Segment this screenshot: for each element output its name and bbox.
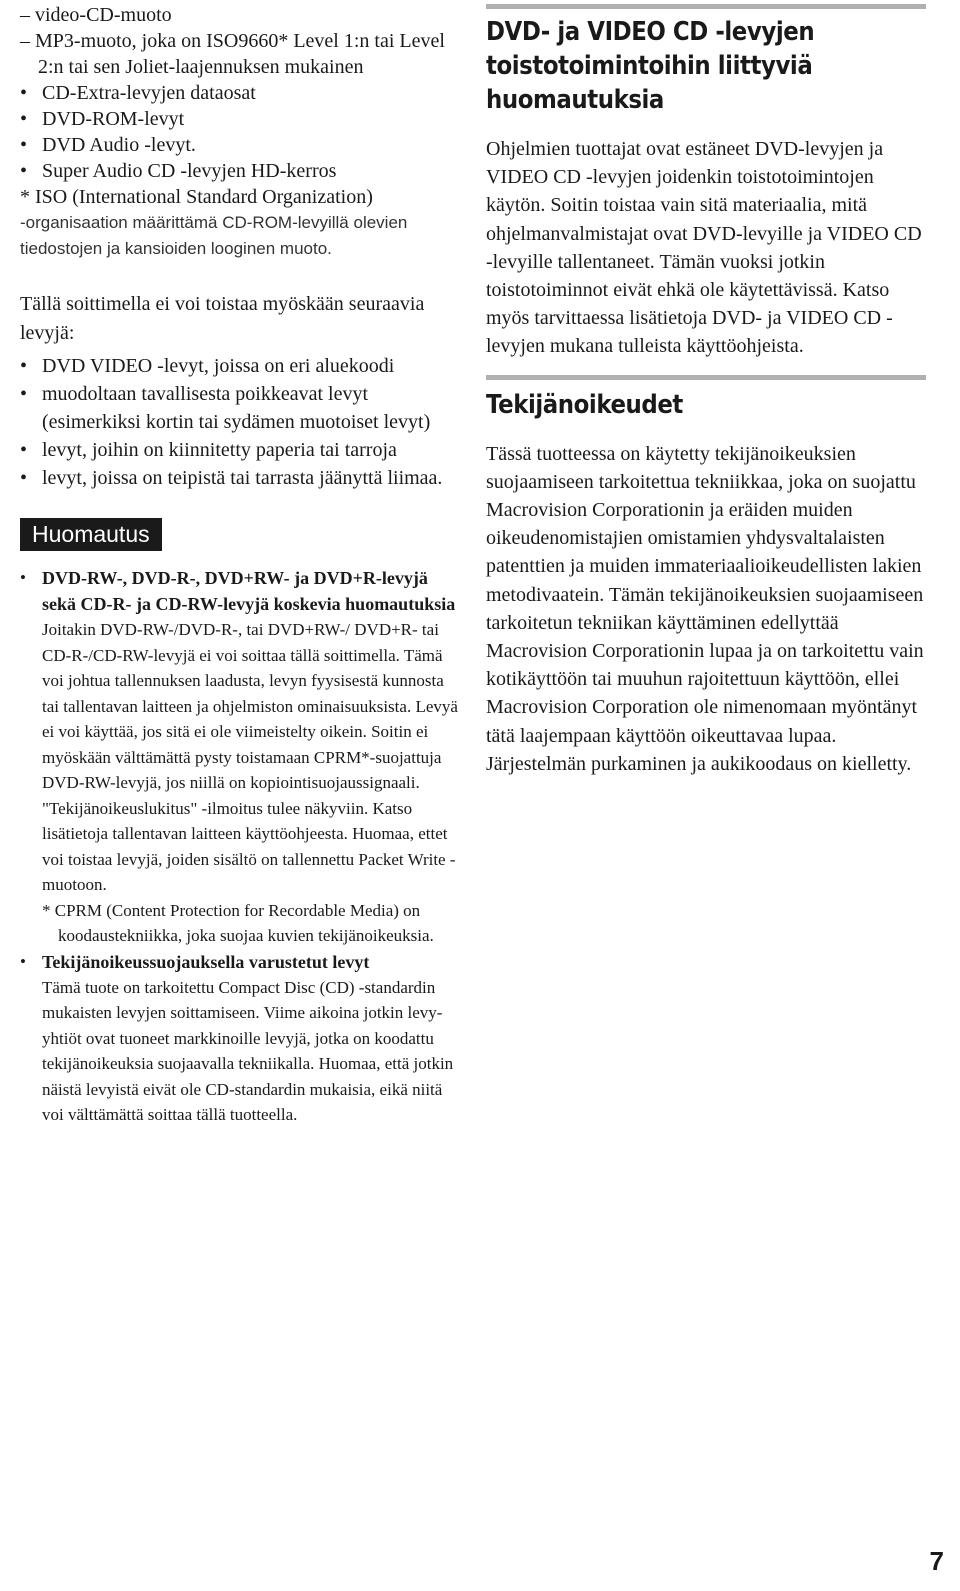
section-body: Tässä tuotteessa on käytetty tekijänoikeuksien suojaamiseen tarkoitettua tekniikkaa, joka on suojattu Macrovision Corporationin ja eräiden muiden oikeudenomistajien omistamien yhdysvaltalaisten patenttien ja muiden immateriaalioikeudellisten lakien metodivaatein. Tämän tekijänoikeuksien suojaamiseen tarkoitetun tekniikan käyttäminen edellyttää Macrovision Corporationin lupaa ja on tarkoitettu vain kotikäyttöön tai muuhun rajoitettuun käyttöön, ellei Macrovision Corporation ole nimenomaan myöntänyt tätä laajempaan käyttöön oikeuttavaa lupaa. Järjestelmän purkaminen ja aukikoodaus on kielletty. bbox=[486, 442, 924, 775]
section-divider bbox=[486, 375, 926, 380]
list-item: • muodoltaan tavallisesta poikkeavat levyt (esimerkiksi kortin tai sydämen muotoiset levyt) bbox=[20, 380, 460, 436]
note-title: • DVD-RW-, DVD-R-, DVD+RW- ja DVD+R-levyjä sekä CD-R- ja CD-RW-levyjä koskevia huomautuksia bbox=[42, 568, 456, 614]
footnote-iso-continuation: -organisaation määrittämä CD-ROM-levyillä olevien tiedostojen ja kansioiden looginen muoto. bbox=[20, 213, 408, 258]
left-column bbox=[20, 0, 460, 1128]
list-item: • CD-Extra-levyjen dataosat bbox=[20, 80, 460, 106]
supported-formats-list bbox=[20, 0, 460, 210]
cannot-play-intro: Tällä soittimella ei voi toistaa myöskään seuraavia levyjä: bbox=[20, 293, 425, 344]
note-body: Joitakin DVD-RW-/DVD-R-, tai DVD+RW-/ DVD+R- tai CD-R-/CD-RW-levyjä ei voi soittaa tällä soittimella. Tämä voi johtua tallennuksen laadusta, levyn fyysisestä kunnosta tai tallentavan laitteen ja ohjelmiston ominaisuuksista. Levyä ei voi käyttää, jos sitä ei ole viimeistelty oikein. Soitin ei myöskään välttämättä pysty toistamaan CPRM*-suojattuja DVD-RW-levyjä, jos niillä on kopiointisuojaussignaali. "Tekijänoikeuslukitus" -ilmoitus tulee näkyviin. Katso lisätietoja tallentavan laitteen käyttöohjeesta. Huomaa, ettet voi toistaa levyjä, joiden sisältö on tallennettu Packet Write -muotoon. bbox=[42, 620, 458, 894]
page-number: 7 bbox=[929, 1546, 944, 1576]
note-body: Tämä tuote on tarkoitettu Compact Disc (CD) -standardin mukaisten levyjen soittamiseen. Viime aikoina jotkin levy-yhtiöt ovat tuoneet markkinoille levyjä, jotka on koodattu tekijänoikeuksia suojaavalla tekniikalla. Huomaa, että jotkin näistä levyistä eivät ole CD-standardin mukaisia, eikä niitä voi välttämättä soittaa tällä tuotteella. bbox=[42, 977, 454, 1124]
list-item: • Super Audio CD -levyjen HD-kerros bbox=[20, 158, 460, 184]
list-item: – video-CD-muoto bbox=[20, 4, 172, 26]
footnote-cprm: * CPRM (Content Protection for Recordable Media) on koodaustekniikka, joka suojaa kuvien tekijänoikeuksia. bbox=[42, 900, 434, 945]
notes-list bbox=[20, 565, 460, 1128]
list-item: • DVD VIDEO -levyt, joissa on eri aluekoodi bbox=[20, 352, 460, 380]
note-heading: Huomautus bbox=[20, 518, 162, 551]
note-title: • Tekijänoikeussuojauksella varustetut levyt bbox=[42, 951, 370, 972]
list-item: • DVD Audio -levyt. bbox=[20, 132, 460, 158]
list-item: • levyt, joihin on kiinnitetty paperia tai tarroja bbox=[20, 436, 460, 464]
list-item: • DVD-ROM-levyt bbox=[20, 106, 460, 132]
cannot-play-list bbox=[20, 352, 460, 492]
footnote-iso: * ISO (International Standard Organization) bbox=[20, 186, 373, 208]
note-item bbox=[20, 565, 460, 949]
note-item bbox=[20, 949, 460, 1128]
list-item: – MP3-muoto, joka on ISO9660* Level 1:n tai Level 2:n tai sen Joliet-laajennuksen mukainen bbox=[20, 30, 445, 78]
section-body: Ohjelmien tuottajat ovat estäneet DVD-levyjen ja VIDEO CD -levyjen joidenkin toistotoimintojen käytön. Soitin toistaa vain sitä materiaalia, mitä ohjelmanvalmistajat ovat DVD-levyille ja VIDEO CD -levyille tallentaneet. Tämän vuoksi jotkin toistotoiminnot eivät ehkä ole käytettävissä. Katso myös tarvittaessa lisätietoja DVD- ja VIDEO CD -levyjen mukana tulleista käyttöohjeista. bbox=[486, 138, 922, 358]
section-heading: Tekijänoikeudet bbox=[486, 389, 683, 420]
list-item: • levyt, joissa on teipistä tai tarrasta jäänyttä liimaa. bbox=[20, 464, 460, 492]
section-heading: DVD- ja VIDEO CD -levyjen toistotoimintoihin liittyviä huomautuksia bbox=[486, 17, 815, 115]
section-divider bbox=[486, 4, 926, 9]
right-column bbox=[486, 0, 926, 778]
